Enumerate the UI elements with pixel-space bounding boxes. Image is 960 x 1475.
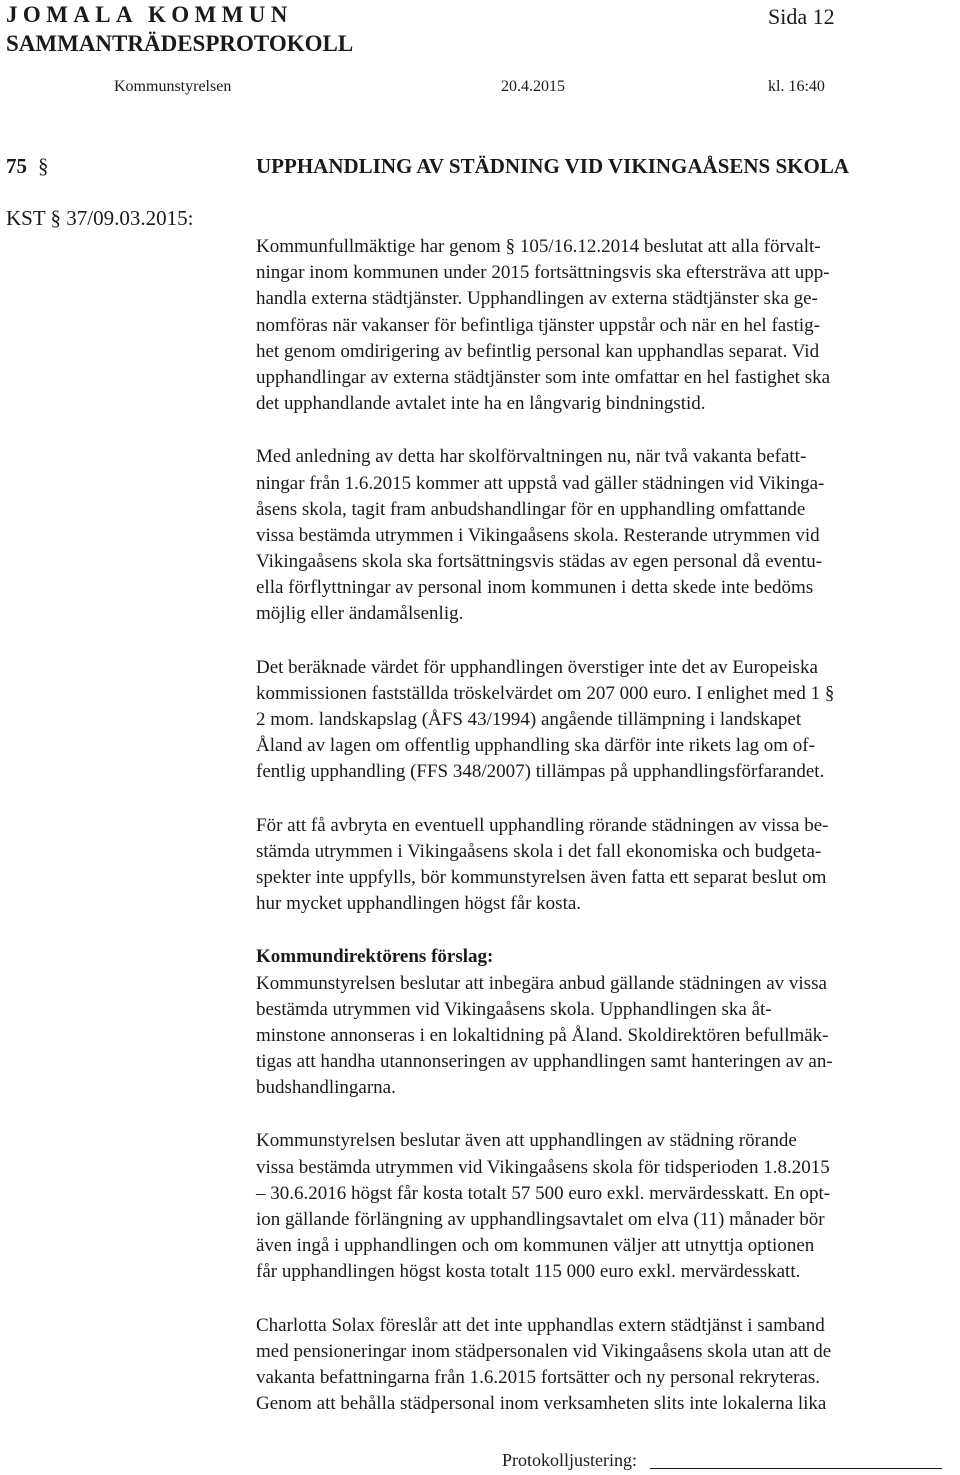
body-line: det upphandlande avtalet inte ha en långvarig bindningstid. (256, 393, 706, 415)
section-sign: § (38, 154, 49, 178)
body-line: stämda utrymmen i Vikingaåsens skola i det fall ekonomiska och budgeta- (256, 840, 822, 862)
body-line: ion gällande förlängning av upphandlingsavtalet om elva (11) månader bör (256, 1209, 825, 1230)
body-line: vissa bestämda utrymmen vid Vikingaåsens skola för tidsperioden 1.8.2015 (256, 1156, 830, 1178)
protocol-title: SAMMANTRÄDESPROTOKOLL (6, 31, 354, 56)
body-line: Genom att behålla städpersonal inom verksamheten slits inte lokalerna lika (256, 1393, 827, 1415)
body-line: Kommunstyrelsen beslutar att inbegära anbud gällande städningen av vissa (256, 972, 827, 994)
paragraph-gap (256, 628, 948, 655)
meeting-body: Kommunstyrelsen (114, 78, 232, 95)
document-body (256, 234, 948, 1417)
body-line: ningar från 1.6.2015 kommer att uppstå vad gäller städningen vid Vikinga- (256, 472, 825, 494)
paragraph-gap (256, 786, 948, 813)
body-line: får upphandlingen högst kosta totalt 115 000 euro exkl. mervärdesskatt. (256, 1261, 801, 1283)
body-line: med pensioneringar inom städpersonalen vid Vikingaåsens skola utan att de (256, 1340, 832, 1362)
paragraph-gap (256, 917, 948, 944)
body-line: bestämda utrymmen vid Vikingaåsens skola. Upphandlingen ska åt- (256, 998, 772, 1020)
body-line: fentlig upphandling (FFS 348/2007) tillämpas på upphandlingsförfarandet. (256, 761, 825, 783)
proposal-heading: Kommundirektörens förslag: (256, 946, 494, 968)
body-line: Charlotta Solax föreslår att det inte upphandlas extern städtjänst i samband (256, 1314, 825, 1336)
body-line: ella förflyttningar av personal inom kommunen i detta skede inte bedöms (256, 577, 814, 599)
body-line: 2 mom. landskapslag (ÅFS 43/1994) angående tillämpning i landskapet (256, 709, 802, 730)
body-line: Kommunfullmäktige har genom § 105/16.12.2014 beslutat att alla förvalt- (256, 236, 821, 257)
body-line: budshandlingarna. (256, 1077, 396, 1099)
body-line: minstone annonseras i en lokaltidning på Åland. Skoldirektören befullmäk- (256, 1024, 829, 1046)
body-line: vissa bestämda utrymmen i Vikingaåsens skola. Resterande utrymmen vid (256, 524, 820, 546)
paragraph-title: UPPHANDLING AV STÄDNING VID VIKINGAÅSENS SKOLA (256, 154, 849, 178)
body-line: – 30.6.2016 högst får kosta totalt 57 500 euro exkl. mervärdesskatt. En opt- (256, 1182, 831, 1204)
body-line: även ingå i upphandlingen och om kommunen väljer att utnyttja optionen (256, 1235, 815, 1257)
body-line: het genom omdirigering av befintlig personal kan upphandlas separat. Vid (256, 340, 820, 362)
body-line: För att få avbryta en eventuell upphandling rörande städningen av vissa be- (256, 814, 829, 836)
body-line: ningar inom kommunen under 2015 fortsättningsvis ska eftersträva att upp- (256, 262, 830, 284)
body-line: tigas att handha utannonseringen av upphandlingen samt hanteringen av an- (256, 1051, 833, 1073)
body-line: handla externa städtjänster. Upphandlingen av externa städtjänster ska ge- (256, 288, 818, 310)
body-line: upphandlingar av externa städtjänster som inte omfattar en hel fastighet ska (256, 366, 831, 388)
footer-label: Protokolljustering: (502, 1450, 637, 1470)
body-line: åsens skola, tagit fram anbudshandlingar för en upphandling omfattande (256, 498, 806, 520)
body-line: Det beräknade värdet för upphandlingen överstiger inte det av Europeiska (256, 656, 818, 678)
meeting-date: 20.4.2015 (501, 78, 565, 95)
body-line: Kommunstyrelsen beslutar även att upphandlingen av städning rörande (256, 1130, 797, 1152)
body-line: Vikingaåsens skola ska fortsättningsvis städas av egen personal då eventu- (256, 551, 823, 573)
paragraph-gap (256, 1101, 948, 1128)
body-line: hur mycket upphandlingen högst får kosta. (256, 893, 582, 915)
reference-line: KST § 37/09.03.2015: (6, 206, 194, 230)
body-line: vakanta befattningarna från 1.6.2015 fortsätter och ny personal rekryteras. (256, 1366, 820, 1388)
body-line: spekter inte uppfylls, bör kommunstyrelsen även fatta ett separat beslut om (256, 866, 827, 888)
body-line: kommissionen fastställda tröskelvärdet om 207 000 euro. I enlighet med 1 § (256, 682, 835, 704)
paragraph-gap (256, 1286, 948, 1313)
body-line: Åland av lagen om offentlig upphandling ska därför inte rikets lag om of- (256, 735, 815, 757)
body-line: nomföras när vakanser för befintliga tjänster uppstår och när en hel fastig- (256, 314, 820, 336)
signature-line (650, 1468, 942, 1469)
meeting-time: kl. 16:40 (768, 78, 825, 95)
municipality-name: JOMALA KOMMUN (6, 2, 293, 27)
page-number: Sida 12 (768, 4, 835, 29)
paragraph-gap (256, 417, 948, 444)
paragraph-number: 75 (6, 154, 27, 178)
body-line: Med anledning av detta har skolförvaltningen nu, när två vakanta befatt- (256, 446, 807, 468)
body-line: möjlig eller ändamålsenlig. (256, 603, 464, 625)
